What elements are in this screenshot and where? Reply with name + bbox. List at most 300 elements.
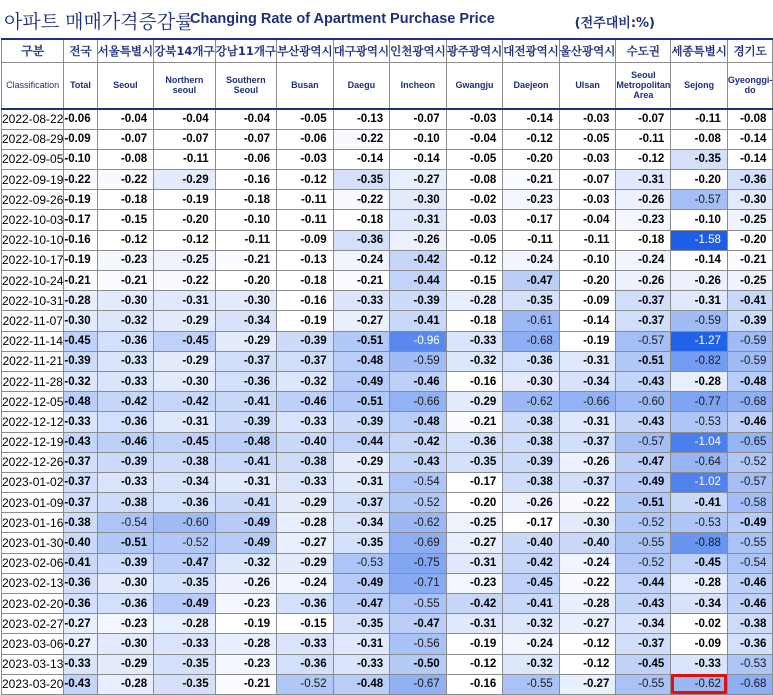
value-cell: -0.03 <box>446 210 503 230</box>
value-cell: -0.14 <box>333 149 390 169</box>
value-cell: -0.39 <box>64 351 97 371</box>
value-cell: -0.30 <box>559 513 616 533</box>
value-cell: -0.23 <box>97 250 154 270</box>
value-cell: -0.49 <box>333 573 390 593</box>
row-date: 2022-09-26 <box>2 190 64 210</box>
value-cell: -0.24 <box>616 250 671 270</box>
value-cell: -0.31 <box>215 472 276 492</box>
header-en-cell: Northern seoul <box>154 62 215 109</box>
value-cell: -0.05 <box>446 149 503 169</box>
value-cell: -0.15 <box>277 614 334 634</box>
value-cell: -0.23 <box>616 210 671 230</box>
value-cell: -0.12 <box>277 170 334 190</box>
value-cell: -0.22 <box>97 170 154 190</box>
value-cell: -0.04 <box>215 109 276 129</box>
value-cell: -0.27 <box>277 533 334 553</box>
value-cell: -0.26 <box>215 573 276 593</box>
value-cell: -0.47 <box>154 553 215 573</box>
table-row <box>2 271 773 291</box>
value-cell: -0.14 <box>671 250 728 270</box>
value-cell: -0.57 <box>671 190 728 210</box>
value-cell: -0.09 <box>559 291 616 311</box>
value-cell: -0.43 <box>64 674 97 694</box>
value-cell: -0.35 <box>154 573 215 593</box>
header-kr-cell: 강북14개구 <box>154 39 215 62</box>
header-kr-cell: 경기도 <box>727 39 773 62</box>
value-cell: -0.71 <box>390 573 447 593</box>
value-cell: -0.33 <box>154 634 215 654</box>
value-cell: -0.44 <box>390 271 447 291</box>
value-cell: -0.09 <box>671 634 728 654</box>
value-cell: -0.14 <box>727 129 773 149</box>
value-cell: -0.59 <box>390 351 447 371</box>
value-cell: -1.04 <box>671 432 728 452</box>
value-cell: -0.43 <box>64 432 97 452</box>
value-cell: -0.11 <box>616 129 671 149</box>
row-date: 2022-11-14 <box>2 331 64 351</box>
header-en-cell: Busan <box>277 62 334 109</box>
value-cell: -0.34 <box>215 311 276 331</box>
value-cell: -0.14 <box>503 109 560 129</box>
value-cell: -0.37 <box>64 452 97 472</box>
value-cell: -0.23 <box>97 614 154 634</box>
value-cell: -0.25 <box>446 513 503 533</box>
value-cell: -0.31 <box>559 351 616 371</box>
value-cell: -0.52 <box>616 553 671 573</box>
row-date: 2022-12-19 <box>2 432 64 452</box>
value-cell: -0.14 <box>559 311 616 331</box>
header-en-cell: Seoul <box>97 62 154 109</box>
value-cell: -0.26 <box>390 230 447 250</box>
row-date: 2022-12-26 <box>2 452 64 472</box>
value-cell: -0.42 <box>97 392 154 412</box>
value-cell: -0.34 <box>616 614 671 634</box>
value-cell: -0.15 <box>97 210 154 230</box>
value-cell: -0.07 <box>390 109 447 129</box>
row-date: 2023-01-02 <box>2 472 64 492</box>
header-kr-cell: 대구광역시 <box>333 39 390 62</box>
value-cell: -0.23 <box>503 190 560 210</box>
value-cell: -0.35 <box>671 149 728 169</box>
value-cell: -0.46 <box>727 573 773 593</box>
value-cell: -0.11 <box>277 210 334 230</box>
value-cell: -0.38 <box>503 412 560 432</box>
value-cell: -0.11 <box>503 230 560 250</box>
value-cell: -0.35 <box>333 614 390 634</box>
value-cell: -0.06 <box>215 149 276 169</box>
value-cell: -0.40 <box>277 432 334 452</box>
header-en-cell: Total <box>64 62 97 109</box>
value-cell: -0.07 <box>154 129 215 149</box>
value-cell: -0.41 <box>64 553 97 573</box>
value-cell: -0.35 <box>503 291 560 311</box>
value-cell: -0.07 <box>559 170 616 190</box>
value-cell: -0.31 <box>154 412 215 432</box>
table-row <box>2 654 773 674</box>
header-en-cell: Daejeon <box>503 62 560 109</box>
value-cell: -0.55 <box>503 674 560 694</box>
value-cell: -0.34 <box>671 594 728 614</box>
value-cell: -0.31 <box>616 170 671 190</box>
value-cell: -0.18 <box>277 271 334 291</box>
value-cell: -0.13 <box>277 250 334 270</box>
value-cell: -0.22 <box>333 129 390 149</box>
value-cell: -0.38 <box>97 493 154 513</box>
value-cell: -0.49 <box>215 513 276 533</box>
value-cell: -0.50 <box>390 654 447 674</box>
value-cell: -0.41 <box>390 311 447 331</box>
value-cell: -0.51 <box>616 493 671 513</box>
value-cell: -0.51 <box>333 392 390 412</box>
value-cell: -0.96 <box>390 331 447 351</box>
table-row <box>2 371 773 391</box>
value-cell: -0.37 <box>215 351 276 371</box>
value-cell: -0.20 <box>215 271 276 291</box>
value-cell: -0.47 <box>333 594 390 614</box>
table-row <box>2 291 773 311</box>
value-cell: -0.19 <box>446 634 503 654</box>
value-cell: -0.26 <box>616 271 671 291</box>
table-row <box>2 513 773 533</box>
row-date: 2022-12-05 <box>2 392 64 412</box>
table-row <box>2 149 773 169</box>
value-cell: -0.24 <box>503 634 560 654</box>
row-date: 2023-01-16 <box>2 513 64 533</box>
value-cell: -0.40 <box>64 533 97 553</box>
value-cell: -0.10 <box>559 250 616 270</box>
value-cell: -0.48 <box>215 432 276 452</box>
value-cell: -0.48 <box>333 674 390 694</box>
value-cell: -0.54 <box>727 553 773 573</box>
value-cell: -0.31 <box>390 210 447 230</box>
row-date: 2022-11-07 <box>2 311 64 331</box>
header-en-cell: Sejong <box>671 62 728 109</box>
value-cell: -0.55 <box>727 533 773 553</box>
value-cell: -0.56 <box>390 634 447 654</box>
value-cell: -0.20 <box>727 230 773 250</box>
value-cell: -0.47 <box>390 614 447 634</box>
value-cell: -0.44 <box>333 432 390 452</box>
row-date: 2022-11-28 <box>2 371 64 391</box>
value-cell: -0.17 <box>64 210 97 230</box>
value-cell: -0.19 <box>559 331 616 351</box>
value-cell: -0.65 <box>727 432 773 452</box>
value-cell: -0.38 <box>277 452 334 472</box>
value-cell: -0.49 <box>333 371 390 391</box>
value-cell: -0.39 <box>727 311 773 331</box>
value-cell: -0.39 <box>97 452 154 472</box>
value-cell: -0.57 <box>727 472 773 492</box>
value-cell: -0.25 <box>727 210 773 230</box>
table-row <box>2 129 773 149</box>
value-cell: -0.48 <box>333 351 390 371</box>
value-cell: -0.37 <box>64 493 97 513</box>
value-cell: -0.11 <box>671 109 728 129</box>
value-cell: -0.59 <box>671 311 728 331</box>
header-en-cell: Incheon <box>390 62 447 109</box>
value-cell: -0.13 <box>333 109 390 129</box>
value-cell: -0.32 <box>215 553 276 573</box>
value-cell: -1.02 <box>671 472 728 492</box>
value-cell: -0.32 <box>97 311 154 331</box>
value-cell: -0.11 <box>277 190 334 210</box>
row-date: 2023-01-30 <box>2 533 64 553</box>
value-cell: -0.03 <box>446 109 503 129</box>
value-cell: -0.36 <box>64 573 97 593</box>
value-cell: -0.37 <box>277 351 334 371</box>
value-cell: -0.32 <box>503 654 560 674</box>
value-cell: -0.33 <box>97 371 154 391</box>
header-kr-cell: 대전광역시 <box>503 39 560 62</box>
value-cell: -0.37 <box>559 472 616 492</box>
row-date: 2023-03-06 <box>2 634 64 654</box>
value-cell: -0.20 <box>446 493 503 513</box>
header-kr-cell: 서울특별시 <box>97 39 154 62</box>
value-cell: -0.64 <box>671 452 728 472</box>
value-cell: -0.41 <box>727 291 773 311</box>
value-cell: -0.28 <box>154 614 215 634</box>
value-cell: -0.22 <box>333 190 390 210</box>
value-cell: -0.21 <box>64 271 97 291</box>
value-cell: -0.33 <box>277 472 334 492</box>
value-cell: -0.33 <box>277 412 334 432</box>
value-cell: -0.47 <box>616 452 671 472</box>
header-kr-cell: 전국 <box>64 39 97 62</box>
value-cell: -0.08 <box>446 170 503 190</box>
value-cell: -0.03 <box>277 149 334 169</box>
value-cell: -0.03 <box>559 149 616 169</box>
value-cell: -0.29 <box>446 392 503 412</box>
price-change-table <box>1 38 773 695</box>
value-cell: -0.34 <box>559 371 616 391</box>
value-cell: -0.35 <box>154 674 215 694</box>
value-cell: -0.42 <box>390 250 447 270</box>
value-cell: -0.42 <box>503 553 560 573</box>
header-en-cell: Daegu <box>333 62 390 109</box>
value-cell: -0.27 <box>333 311 390 331</box>
value-cell: -0.48 <box>727 371 773 391</box>
value-cell: -0.29 <box>154 170 215 190</box>
value-cell: -0.14 <box>727 149 773 169</box>
value-cell: -0.19 <box>277 311 334 331</box>
value-cell: -0.77 <box>671 392 728 412</box>
value-cell: -0.46 <box>277 392 334 412</box>
value-cell: -0.12 <box>97 230 154 250</box>
value-cell: -0.11 <box>559 230 616 250</box>
header-row-korean <box>2 39 773 62</box>
value-cell: -0.30 <box>727 190 773 210</box>
value-cell: -0.53 <box>671 513 728 533</box>
value-cell: -0.29 <box>97 654 154 674</box>
value-cell: -0.36 <box>64 594 97 614</box>
value-cell: -0.45 <box>154 432 215 452</box>
table-row <box>2 190 773 210</box>
value-cell: -0.07 <box>215 129 276 149</box>
value-cell: -0.06 <box>64 109 97 129</box>
value-cell: -0.88 <box>671 533 728 553</box>
value-cell: -0.39 <box>215 412 276 432</box>
value-cell: -0.69 <box>390 533 447 553</box>
value-cell: -0.42 <box>446 594 503 614</box>
value-cell: -0.82 <box>671 351 728 371</box>
value-cell: -0.66 <box>390 392 447 412</box>
value-cell: -0.35 <box>154 654 215 674</box>
value-cell: -0.57 <box>616 432 671 452</box>
value-cell: -0.42 <box>154 392 215 412</box>
value-cell: -0.36 <box>727 634 773 654</box>
value-cell: -0.39 <box>390 291 447 311</box>
table-row <box>2 210 773 230</box>
value-cell: -0.04 <box>154 109 215 129</box>
header-kr-cell: 강남11개구 <box>215 39 276 62</box>
value-cell: -0.36 <box>333 230 390 250</box>
value-cell: -0.28 <box>559 594 616 614</box>
value-cell: -0.04 <box>559 210 616 230</box>
row-date: 2023-02-27 <box>2 614 64 634</box>
unit-label: (전주대비:%) <box>574 16 655 31</box>
value-cell: -0.40 <box>503 533 560 553</box>
value-cell: -0.28 <box>64 291 97 311</box>
value-cell: -0.21 <box>503 170 560 190</box>
value-cell: -0.26 <box>503 493 560 513</box>
row-date: 2022-10-31 <box>2 291 64 311</box>
value-cell: -0.33 <box>333 654 390 674</box>
value-cell: -0.20 <box>559 271 616 291</box>
value-cell: -0.30 <box>390 190 447 210</box>
header-en-cell: Ulsan <box>559 62 616 109</box>
value-cell: -0.16 <box>446 371 503 391</box>
value-cell: -0.55 <box>616 674 671 694</box>
value-cell: -0.36 <box>277 594 334 614</box>
value-cell: -0.05 <box>559 129 616 149</box>
value-cell: -0.23 <box>446 573 503 593</box>
row-date: 2022-10-17 <box>2 250 64 270</box>
value-cell: -0.35 <box>333 170 390 190</box>
value-cell: -0.34 <box>154 472 215 492</box>
value-cell: -0.35 <box>446 452 503 472</box>
value-cell: -0.31 <box>446 553 503 573</box>
value-cell: -0.28 <box>671 371 728 391</box>
value-cell: -0.45 <box>503 573 560 593</box>
value-cell: -0.25 <box>154 250 215 270</box>
value-cell: -0.41 <box>503 594 560 614</box>
value-cell: -0.10 <box>215 210 276 230</box>
value-cell: -0.48 <box>390 412 447 432</box>
value-cell: -0.20 <box>671 170 728 190</box>
value-cell: -0.68 <box>727 674 773 694</box>
value-cell: -0.18 <box>446 311 503 331</box>
value-cell: -0.35 <box>333 533 390 553</box>
value-cell: -0.54 <box>97 513 154 533</box>
value-cell: -0.33 <box>277 634 334 654</box>
value-cell: -0.43 <box>616 594 671 614</box>
value-cell: -0.04 <box>97 109 154 129</box>
value-cell: -0.11 <box>154 149 215 169</box>
header-kr-cell: 세종특별시 <box>671 39 728 62</box>
value-cell: -0.36 <box>154 493 215 513</box>
value-cell: -0.32 <box>446 351 503 371</box>
value-cell: -0.31 <box>333 472 390 492</box>
value-cell: -0.51 <box>97 533 154 553</box>
value-cell: -0.46 <box>727 412 773 432</box>
value-cell: -0.29 <box>333 452 390 472</box>
row-date: 2022-09-19 <box>2 170 64 190</box>
value-cell: -0.37 <box>333 493 390 513</box>
value-cell: -0.27 <box>390 170 447 190</box>
value-cell: -0.33 <box>446 331 503 351</box>
value-cell: -0.36 <box>97 594 154 614</box>
table-row <box>2 392 773 412</box>
value-cell: -0.31 <box>559 412 616 432</box>
value-cell: -0.26 <box>559 452 616 472</box>
value-cell: -0.17 <box>503 210 560 230</box>
value-cell: -0.31 <box>333 634 390 654</box>
row-date: 2022-11-21 <box>2 351 64 371</box>
value-cell: -0.41 <box>215 392 276 412</box>
value-cell: -0.14 <box>390 149 447 169</box>
row-date: 2022-08-22 <box>2 109 64 129</box>
value-cell: -0.58 <box>727 493 773 513</box>
value-cell: -0.22 <box>154 271 215 291</box>
table-row <box>2 614 773 634</box>
value-cell: -0.18 <box>333 210 390 230</box>
value-cell: -0.36 <box>97 331 154 351</box>
value-cell: -0.09 <box>277 230 334 250</box>
value-cell: -0.26 <box>671 271 728 291</box>
value-cell: -0.33 <box>97 472 154 492</box>
value-cell: -0.29 <box>215 331 276 351</box>
value-cell: -0.39 <box>97 553 154 573</box>
value-cell: -0.28 <box>446 291 503 311</box>
value-cell: -0.36 <box>97 412 154 432</box>
value-cell: -0.60 <box>616 392 671 412</box>
value-cell: -0.21 <box>215 674 276 694</box>
value-cell: -0.30 <box>503 371 560 391</box>
table-row <box>2 573 773 593</box>
value-cell: -0.52 <box>277 674 334 694</box>
row-date: 2022-10-24 <box>2 271 64 291</box>
table-row <box>2 109 773 129</box>
table-body <box>2 109 773 694</box>
value-cell: -0.41 <box>215 452 276 472</box>
highlighted-value-cell: -0.62 <box>671 674 728 694</box>
value-cell: -0.37 <box>559 432 616 452</box>
value-cell: -0.59 <box>727 331 773 351</box>
header-kr-cell: 인천광역시 <box>390 39 447 62</box>
value-cell: -0.52 <box>727 452 773 472</box>
value-cell: -0.22 <box>559 573 616 593</box>
value-cell: -0.45 <box>154 331 215 351</box>
value-cell: -0.12 <box>446 654 503 674</box>
value-cell: -0.19 <box>64 250 97 270</box>
value-cell: -0.41 <box>215 493 276 513</box>
value-cell: -0.36 <box>215 371 276 391</box>
value-cell: -0.17 <box>503 513 560 533</box>
value-cell: -0.31 <box>154 291 215 311</box>
value-cell: -0.39 <box>503 452 560 472</box>
value-cell: -0.41 <box>671 493 728 513</box>
value-cell: -0.03 <box>559 109 616 129</box>
row-date: 2023-02-13 <box>2 573 64 593</box>
table-row <box>2 331 773 351</box>
table-row <box>2 634 773 654</box>
value-cell: -0.37 <box>616 291 671 311</box>
value-cell: -0.38 <box>503 432 560 452</box>
value-cell: -0.24 <box>277 573 334 593</box>
value-cell: -0.37 <box>64 472 97 492</box>
value-cell: -0.23 <box>215 654 276 674</box>
value-cell: -0.33 <box>97 351 154 371</box>
